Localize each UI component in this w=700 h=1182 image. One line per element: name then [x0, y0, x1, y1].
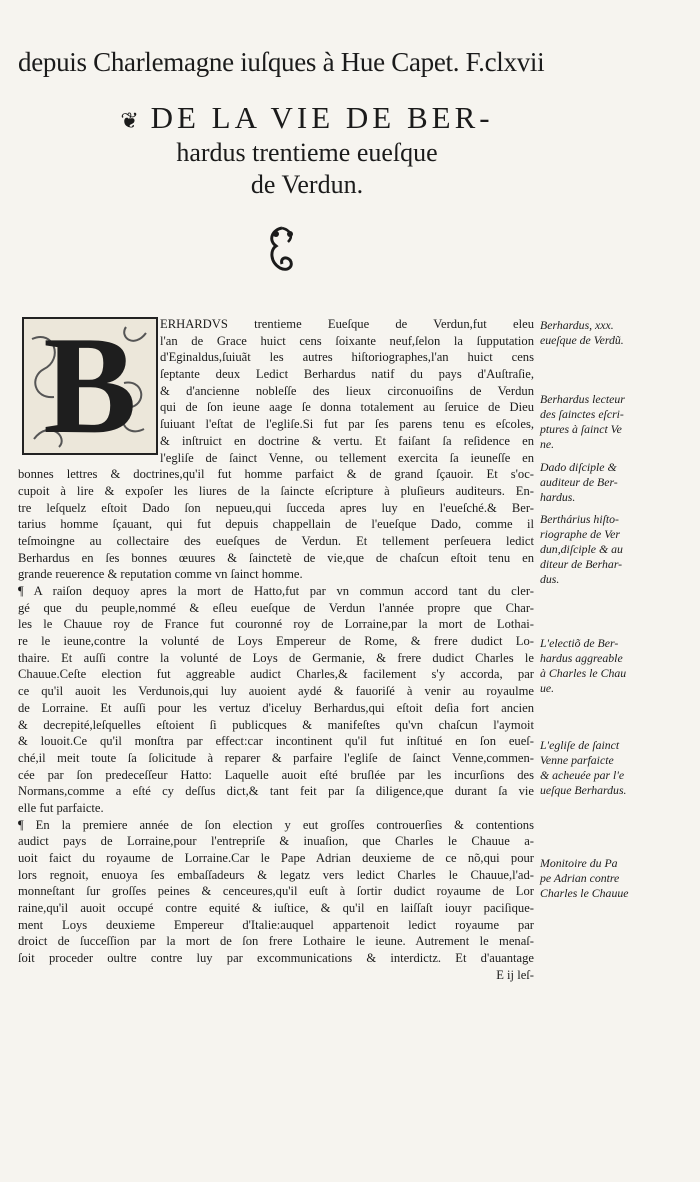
- body-line: ¶ A raiſon dequoy apres la mort de Hatto,fut par vn commun accord tant du cler-: [18, 584, 534, 598]
- body-line: audict pays de Lorraine,pour l'entrepriſe & inuaſion, que Charles le Chauue a-: [18, 834, 534, 849]
- margin-note-1: [540, 318, 698, 348]
- margin-note-line: Monitoire du Pa: [540, 856, 618, 870]
- body-line: & decrepité,leſquelles eſtoient ſi publicques & manifeſtes qu'vn chaſcun l'aymoit: [18, 717, 534, 732]
- margin-note-3: [540, 460, 698, 505]
- body-line: les le Chauue roy de France fut couronné roy de Lorraine,par la mort de Lothai-: [18, 617, 534, 632]
- body-line: tre leſquelz eſtoit Dado ſon nepueu,qui ſucceda apres luy en l'eueſché.& Ber-: [18, 500, 534, 515]
- margin-note-line: dus.: [540, 572, 560, 586]
- margin-note-line: hardus.: [540, 490, 576, 504]
- title-ornament: ❦: [120, 108, 139, 133]
- body-line: ſuiuant l'eſtat de l'egliſe.Si fut par ſes parens tenu es eſcoles,: [160, 417, 534, 432]
- margin-note-line: ue.: [540, 681, 555, 695]
- initial-letter: B: [43, 308, 137, 463]
- margin-note-line: & acheuée par l'e: [540, 768, 625, 782]
- body-line: ſeptante deux Ledict Berhardus natif du pays d'Auſtraſie,: [160, 367, 534, 382]
- body-line: l'egliſe de ſainct Venne, ou tellement exercita ſa ieuneſſe en: [160, 450, 534, 465]
- body-line: cupoit à lire & expoſer les liures de la ſaincte eſcripture à pluſieurs auditeurs. En-: [18, 483, 534, 498]
- margin-note-line: eueſque de Verdũ.: [540, 333, 624, 347]
- body-line: monneſtant ſur groſſes peines & cenceures,qu'il euſt à ſortir dudict royaume de Lor: [18, 884, 534, 899]
- margin-note-line: Berhardus lecteur: [540, 392, 625, 406]
- body-line: thaire. Et auſſi contre la volunté de Loys de Germanie, & frere dudict Charles le: [18, 650, 534, 665]
- fleuron-ornament-icon: [262, 224, 302, 274]
- body-line: teſmoingne au collectaire des eueſques de Verdun. Et tellement perſeuera ledict: [18, 533, 534, 548]
- title-line-2: hardus trentieme eueſque: [176, 138, 438, 167]
- body-text: [18, 316, 534, 984]
- title-line-1: [72, 100, 542, 136]
- margin-note-line: Berhardus, xxx.: [540, 318, 614, 332]
- margin-note-7: [540, 856, 698, 901]
- body-line: tarius homme ſçauant, qui fut depuis chappellain de l'eueſque Dado, comme il: [18, 517, 534, 532]
- margin-note-2: [540, 392, 698, 452]
- body-line: droict de ſucceſſion par la mort de ſon frere Lothaire le ieune. Autrement le menaſ-: [18, 934, 534, 949]
- body-line: l'an de Grace huict cens ſoixante neuf,ſelon la ſupputation: [160, 333, 534, 348]
- margin-note-line: ne.: [540, 437, 555, 451]
- body-line: bonnes lettres & doctrines,qu'il fut homme parfaict & de grand ſçauoir. Et s'oc-: [18, 467, 534, 482]
- margin-note-4: [540, 512, 698, 587]
- body-line: d'Eginaldus,ſuiuãt les autres hiſtoriographes,l'an huict cens: [160, 350, 534, 365]
- body-line: & d'ancienne nobleſſe des lieux circonuoiſins de Verdun: [160, 383, 534, 398]
- body-line: E ij leſ-: [496, 967, 534, 982]
- margin-note-line: Dado diſciple &: [540, 460, 617, 474]
- body-line: & inſtruict en doctrine & vertu. Et faiſant ſa reſidence en: [160, 433, 534, 448]
- body-line: elle fut parfaicte.: [18, 800, 104, 815]
- margin-note-line: riographe de Ver: [540, 527, 620, 541]
- body-line: ment Loys deuxieme Empereur d'Italie:auquel appartenoit ledict royaume par: [18, 917, 534, 932]
- margin-note-5: [540, 636, 698, 696]
- body-line: gé que du peuple,nommé & eſleu eueſque de Verdun l'année propre que Char-: [18, 600, 534, 615]
- body-line: raine,qu'il auoit occupé contre equité & iuſtice, & qu'il en laiſſaſt iouyr paciſique-: [18, 901, 534, 916]
- title-line-3: de Verdun.: [250, 170, 364, 199]
- running-head: depuis Charlemagne iuſques à Hue Capet. F.clxvii: [18, 47, 545, 77]
- margin-note-line: pe Adrian contre: [540, 871, 620, 885]
- body-line: ERHARDVS trentieme Eueſque de Verdun,fut eleu: [160, 317, 534, 331]
- margin-note-line: auditeur de Ber-: [540, 475, 618, 489]
- body-line: grande reuerence & reputation comme vn ſainct homme.: [18, 567, 303, 582]
- margin-note-line: diteur de Berhar-: [540, 557, 623, 571]
- margin-note-line: ptures à ſainct Ve: [540, 422, 622, 436]
- body-line: lors regnoit, enuoya ſes embaſſadeurs & legatz vers ledict Charles le Chauue,l'ad-: [18, 867, 534, 882]
- body-line: ¶ En la premiere année de ſon election y eut groſſes controuerſies & contentions: [18, 817, 534, 832]
- margin-note-line: à Charles le Chau: [540, 666, 627, 680]
- margin-note-line: hardus aggreable: [540, 651, 623, 665]
- margin-note-line: des ſainctes eſcri-: [540, 407, 624, 421]
- body-line: de Lorraine. Et auſſi pour les vertuz d'iceluy Berhardus,qui eſtoit deſia fort ancien: [18, 700, 534, 715]
- title-line-1-text: DE LA VIE DE BER-: [150, 100, 494, 135]
- body-line: Normans,comme a eſté cy deſſus dict,& tant feit par ſa diligence,que durant ſa vie: [18, 784, 534, 799]
- body-line: uoit faict du royaume de Lorraine.Car le Pape Adrian deuxieme de ce nõ,qui pour: [18, 851, 534, 865]
- margin-note-line: L'egliſe de ſainct: [540, 738, 620, 752]
- body-line: ce qu'il auoit les Verdunois,qui luy auoient aydé & fauoriſé à venir au royaulme: [18, 684, 534, 699]
- margin-note-line: L'electiõ de Ber-: [540, 636, 619, 650]
- body-line: Berhardus en ſes bonnes œuures & ſainctetè de vie,que de chaſcun eſtoit tenu en: [18, 550, 534, 565]
- margin-note-line: dun,diſciple & au: [540, 542, 623, 556]
- body-line: Chauue.Ceſte election fut aggreable audict Charles,& facilement s'y accorda, par: [18, 667, 534, 682]
- margin-note-line: ueſque Berhardus.: [540, 783, 627, 797]
- body-line: qui de ſon ieune aage ſe donna totalement au ſeruice de Dieu: [160, 400, 534, 415]
- margin-note-line: Venne parfaicte: [540, 753, 614, 767]
- margin-note-line: Charles le Chauue: [540, 886, 629, 900]
- chapter-title: [72, 100, 542, 200]
- body-line: ché,il meit toute ſa ſolicitude à reparer & parfaire l'egliſe de ſainct Venne,commen-: [18, 750, 534, 765]
- body-line: cée par ſon predeceſſeur Hatto: Laquelle auoit eſté bruſlée par les incurſions des: [18, 767, 534, 782]
- body-line: ſoit proceder oultre contre luy par excommunications & interdictz. Et d'auantage: [18, 951, 534, 966]
- margin-note-6: [540, 738, 698, 798]
- margin-note-line: Berthárius hiſto-: [540, 512, 619, 526]
- body-line: re le ieune,contre la volunté de Loys Empereur de Rome, & frere dudict Lo-: [18, 634, 534, 649]
- body-line: & louoit.Ce qu'il monſtra par effect:car incontinent qu'il fut inſtitué en ſon eueſ-: [18, 734, 534, 749]
